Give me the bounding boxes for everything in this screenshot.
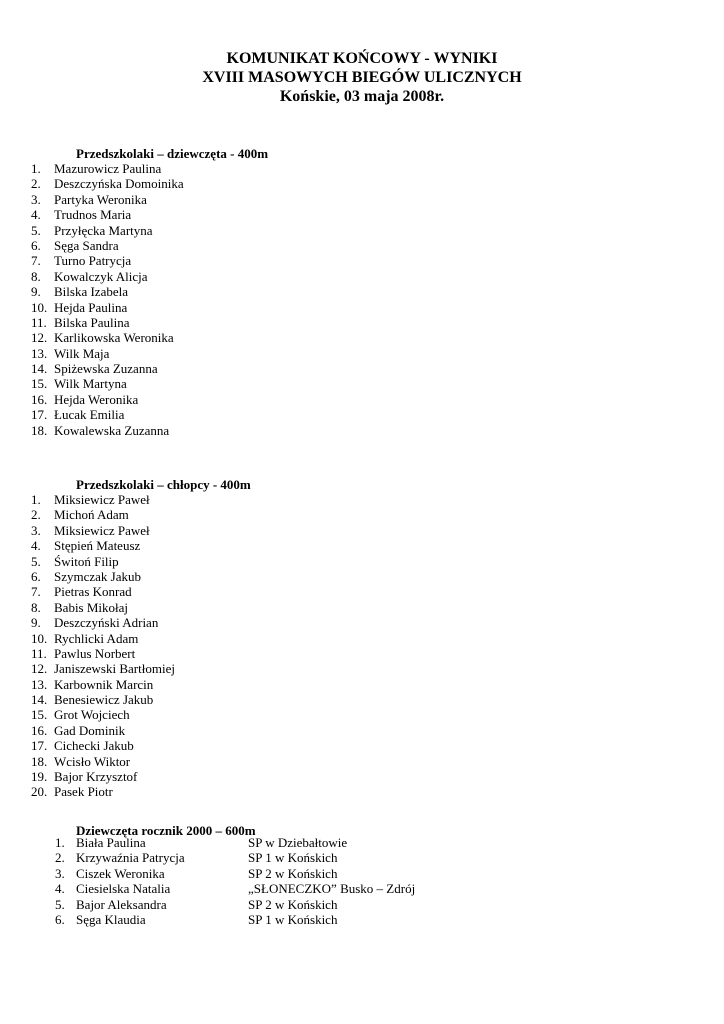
results-list-girls-2000 [0, 835, 724, 927]
rank-number: 12. [31, 330, 48, 346]
result-row [0, 300, 724, 315]
competitor-name: Miksiewicz Paweł [54, 492, 150, 507]
title-line-3: Końskie, 03 maja 2008r. [279, 88, 445, 105]
result-row [0, 554, 724, 569]
result-row [0, 723, 724, 738]
competitor-name: Trudnos Maria [54, 207, 132, 223]
result-row [0, 407, 724, 422]
result-row [0, 423, 724, 438]
title-line-2: XVIII MASOWYCH BIEGÓW ULICZNYCH [202, 69, 522, 86]
rank-number: 4. [31, 538, 41, 554]
rank-number: 3. [31, 191, 41, 207]
rank-number: 18. [31, 753, 48, 769]
rank-number: 5. [31, 553, 41, 569]
rank-number: 13. [31, 676, 48, 692]
rank-number: 16. [31, 391, 48, 407]
competitor-name: Kowalewska Zuzanna [54, 422, 170, 438]
rank-number: 2. [31, 507, 41, 523]
competitor-name: Spiżewska Zuzanna [54, 361, 158, 377]
competitor-name: Cichecki Jakub [54, 738, 134, 754]
result-row [0, 315, 724, 330]
result-row [0, 361, 724, 376]
competitor-name: Świtoń Filip [54, 553, 119, 569]
competitor-name: Przyłęcka Martyna [54, 222, 153, 238]
rank-number: 6. [31, 568, 41, 584]
competitor-name: Turno Patrycja [54, 253, 132, 269]
result-row [0, 866, 724, 881]
result-row [0, 569, 724, 584]
result-row [0, 707, 724, 722]
competitor-school: SP 1 w Końskich [248, 850, 338, 866]
result-row [0, 192, 724, 207]
document-title [0, 49, 724, 106]
rank-number: 13. [31, 345, 48, 361]
rank-number: 8. [31, 599, 41, 615]
competitor-name: Grot Wojciech [54, 707, 130, 723]
competitor-name: Miksiewicz Paweł [54, 522, 150, 538]
rank-number: 7. [31, 253, 41, 269]
result-row [0, 615, 724, 630]
competitor-name: Kowalczyk Alicja [54, 268, 148, 284]
result-row [0, 769, 724, 784]
competitor-name: Hejda Paulina [54, 299, 128, 315]
competitor-name: Gad Dominik [54, 722, 126, 738]
competitor-name: Rychlicki Adam [54, 630, 139, 646]
result-row [0, 584, 724, 599]
result-row [0, 223, 724, 238]
result-row [0, 835, 724, 850]
competitor-school: „SŁONECZKO” Busko – Zdrój [248, 881, 416, 897]
rank-number: 2. [55, 850, 65, 866]
competitor-school: SP 1 w Końskich [248, 911, 338, 927]
competitor-name: Biała Paulina [76, 835, 146, 850]
result-row [0, 346, 724, 361]
competitor-name: Wilk Martyna [54, 376, 127, 392]
result-row [0, 376, 724, 391]
rank-number: 11. [31, 314, 47, 330]
competitor-name: Pasek Piotr [54, 784, 113, 800]
rank-number: 14. [31, 692, 48, 708]
competitor-name: Bilska Paulina [54, 314, 130, 330]
competitor-name: Sęga Klaudia [76, 911, 146, 927]
result-row [0, 692, 724, 707]
rank-number: 9. [31, 615, 41, 631]
result-row [0, 269, 724, 284]
competitor-name: Łucak Emilia [54, 407, 125, 423]
rank-number: 2. [31, 176, 41, 192]
competitor-school: SP 2 w Końskich [248, 865, 338, 881]
result-row [0, 784, 724, 799]
rank-number: 15. [31, 376, 48, 392]
competitor-name: Babis Mikołaj [54, 599, 129, 615]
result-row [0, 492, 724, 507]
rank-number: 9. [31, 284, 41, 300]
title-line-1: KOMUNIKAT KOŃCOWY - WYNIKI [226, 50, 498, 67]
rank-number: 17. [31, 738, 48, 754]
result-row [0, 176, 724, 191]
result-row [0, 897, 724, 912]
rank-number: 20. [31, 784, 48, 800]
rank-number: 4. [55, 881, 65, 897]
competitor-name: Deszczyńska Domoinika [54, 176, 184, 192]
rank-number: 6. [31, 237, 41, 253]
rank-number: 11. [31, 645, 47, 661]
rank-number: 19. [31, 769, 48, 785]
section-heading-girls-2000: Dziewczęta rocznik 2000 – 600m [76, 823, 256, 838]
result-row [0, 646, 724, 661]
competitor-name: Ciesielska Natalia [76, 881, 171, 897]
competitor-name: Stępień Mateusz [54, 538, 141, 554]
result-row [0, 284, 724, 299]
competitor-name: Deszczyński Adrian [54, 615, 159, 631]
competitor-name: Benesiewicz Jakub [54, 692, 154, 708]
result-row [0, 600, 724, 615]
result-row [0, 631, 724, 646]
result-row [0, 330, 724, 345]
result-row [0, 661, 724, 676]
competitor-name: Michoń Adam [54, 507, 129, 523]
result-row [0, 238, 724, 253]
competitor-name: Bilska Izabela [54, 284, 128, 300]
result-row [0, 538, 724, 553]
result-row [0, 881, 724, 896]
rank-number: 3. [31, 522, 41, 538]
competitor-name: Karlikowska Weronika [54, 330, 174, 346]
result-row [0, 912, 724, 927]
competitor-name: Ciszek Weronika [76, 865, 165, 881]
rank-number: 10. [31, 630, 48, 646]
rank-number: 3. [55, 865, 65, 881]
competitor-name: Mazurowicz Paulina [54, 161, 162, 176]
results-list-preschool-girls [0, 161, 724, 438]
rank-number: 5. [31, 222, 41, 238]
rank-number: 6. [55, 911, 65, 927]
rank-number: 17. [31, 407, 48, 423]
competitor-name: Krzywaźnia Patrycja [76, 850, 185, 866]
rank-number: 4. [31, 207, 41, 223]
rank-number: 14. [31, 361, 48, 377]
rank-number: 7. [31, 584, 41, 600]
result-row [0, 738, 724, 753]
competitor-name: Bajor Krzysztof [54, 769, 138, 785]
result-row [0, 207, 724, 222]
results-list-preschool-boys [0, 492, 724, 800]
competitor-school: SP w Dziebałtowie [248, 835, 348, 850]
rank-number: 10. [31, 299, 48, 315]
result-row [0, 507, 724, 522]
rank-number: 18. [31, 422, 48, 438]
rank-number: 1. [31, 161, 41, 176]
competitor-school: SP 2 w Końskich [248, 896, 338, 912]
rank-number: 15. [31, 707, 48, 723]
rank-number: 16. [31, 722, 48, 738]
result-row [0, 392, 724, 407]
result-row [0, 161, 724, 176]
competitor-name: Wilk Maja [54, 345, 110, 361]
competitor-name: Hejda Weronika [54, 391, 139, 407]
competitor-name: Sęga Sandra [54, 237, 119, 253]
rank-number: 8. [31, 268, 41, 284]
section-heading-preschool-girls: Przedszkolaki – dziewczęta - 400m [76, 146, 269, 161]
competitor-name: Pietras Konrad [54, 584, 132, 600]
competitor-name: Pawlus Norbert [54, 645, 136, 661]
rank-number: 12. [31, 661, 48, 677]
result-row [0, 253, 724, 268]
section-heading-preschool-boys: Przedszkolaki – chłopcy - 400m [76, 477, 251, 492]
rank-number: 5. [55, 896, 65, 912]
result-row [0, 850, 724, 865]
competitor-name: Karbownik Marcin [54, 676, 154, 692]
result-row [0, 523, 724, 538]
competitor-name: Bajor Aleksandra [76, 896, 167, 912]
competitor-name: Wcisło Wiktor [54, 753, 131, 769]
rank-number: 1. [55, 835, 65, 850]
competitor-name: Janiszewski Bartłomiej [54, 661, 175, 677]
competitor-name: Szymczak Jakub [54, 568, 142, 584]
result-row [0, 754, 724, 769]
result-row [0, 677, 724, 692]
competitor-name: Partyka Weronika [54, 191, 147, 207]
rank-number: 1. [31, 492, 41, 507]
